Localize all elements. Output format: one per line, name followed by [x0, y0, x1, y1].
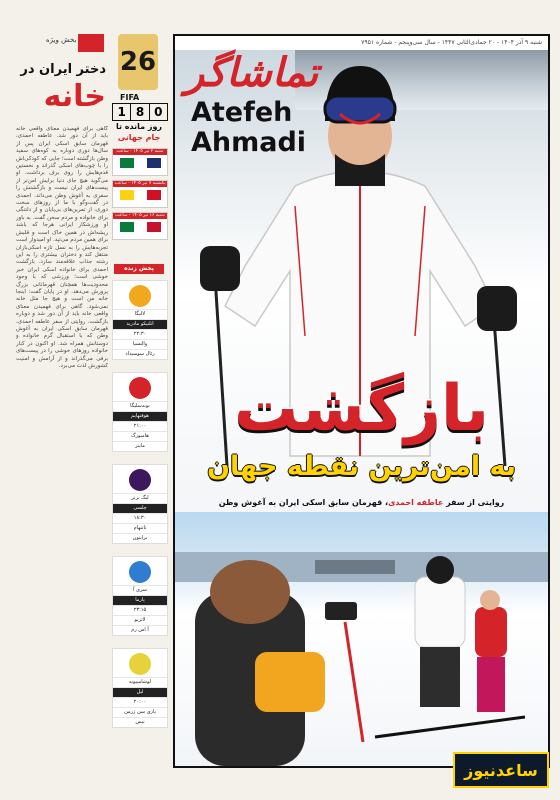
league-row: ۲۱:۰۰	[113, 421, 167, 431]
league-box	[112, 464, 168, 544]
saednews-logo	[453, 752, 549, 788]
league-box	[112, 648, 168, 728]
match-header: یکشنبه ۷ تیر ۱۴۰۵ - ساعت ۰۱:۳۰	[114, 181, 166, 192]
article-body: گاهی برای فهمیدن معنای واقعی خانه باید از آن دور شد. عاطفه احمدی، قهرمان سابق اسکی ایران پس از سال‌ها دوری دوباره به کوه‌های سفید وطن بازگشته است؛ جایی که کودکی‌اش را با چوب‌های اسکی گذراند و نخستین قدم‌هایش را روی برف برداشت. او می‌گوید هیچ جای دنیا برایش امن‌تر از پیست‌های ایران نیست و بازگشتش را سفری به آغوش وطن می‌داند. احمدی در گفت‌وگو با ما از روزهای سخت دوری، از تمرین‌های بی‌پایان و از دلتنگی برای خانواده و مردم سخن گفت. به باور او ورزشکار ایرانی هرجا که باشد ریشه‌اش در همین خاک است و قلبش برای همین مردم می‌تپد. او امیدوار است تجربه‌هایش را به نسل تازه اسکی‌بازان منتقل کند و دختران بیشتری را به این رشته جذاب علاقه‌مند سازد. بازگشت احمدی برای خانواده اسکی ایران خبر خوشی است؛ ورزشی که با وجود محدودیت‌ها همچنان قهرمانانی بزرگ پرورش می‌دهد. او در پایان گفت: اینجا خانه من است و هیچ جا مثل خانه نمی‌شود. گاهی برای فهمیدن معنای واقعی خانه باید از آن دور شد و دوباره بازگشت. روایتی از سفر عاطفه احمدی، قهرمان سابق اسکی ایران به آغوش وطن که با استقبال گرم خانواده و دوستانش همراه شد. او اکنون در کنار خانواده روزهای خوشی را در پیست‌های برفی می‌گذراند و از آرامش و امنیت کشورش لذت می‌برد.	[16, 126, 108, 369]
flag-icon	[147, 190, 161, 200]
league-name: سری آ	[113, 585, 167, 595]
league-row: نیس	[113, 717, 167, 727]
league-row: ۲۲:۳۰	[113, 329, 167, 339]
league-row: برایتون	[113, 533, 167, 543]
athlete-name	[191, 98, 306, 158]
caption-post: ، قهرمان سابق اسکی ایران به آغوش وطن	[218, 498, 389, 507]
league-row: هوفنهایم	[113, 411, 167, 421]
league-row: ماینز	[113, 441, 167, 451]
section-label: بخش ویژه	[46, 36, 77, 44]
league-row: پاری سن ژرمن	[113, 707, 167, 717]
league-row: پارما	[113, 595, 167, 605]
serie-a-icon	[129, 561, 151, 583]
league-box	[112, 372, 168, 452]
league-name: لیگ برتر	[113, 493, 167, 503]
world-cup-logo-text: 26	[119, 47, 157, 77]
headline-caption	[175, 498, 548, 507]
flag-icon	[120, 190, 134, 200]
league-row: چلسی	[113, 503, 167, 513]
saednews-logo-text: ساعدنیوز	[464, 760, 538, 780]
match-header: شنبه ۲ تیر ۱۴۰۵ - ساعت ۲۲:۰۰	[113, 149, 167, 155]
event-label: جام جهانی	[117, 133, 161, 142]
days-digit: 8	[131, 104, 149, 120]
league-row: لیل	[113, 687, 167, 697]
match-card	[112, 212, 168, 240]
article-headline-big: خانه	[43, 79, 106, 114]
league-name: لوشامپیونه	[113, 677, 167, 687]
flag-icon	[147, 222, 161, 232]
athlete-first-name: Atefeh	[191, 97, 293, 128]
masthead-logo: تماشاگر	[185, 50, 319, 96]
league-name: بوندسلیگا	[113, 401, 167, 411]
league-row: ۱۸:۳۰	[113, 513, 167, 523]
league-row: آ اس رم	[113, 625, 167, 635]
league-row: ۲۳:۱۵	[113, 605, 167, 615]
left-article-column	[16, 34, 106, 764]
league-row: ۲۰:۰۰	[113, 697, 167, 707]
world-cup-logo	[118, 34, 158, 90]
athlete-last-name: Ahmadi	[191, 127, 307, 158]
league-box	[112, 556, 168, 636]
bundesliga-icon	[129, 377, 151, 399]
league-row: والنسیا	[113, 339, 167, 349]
league-row: لاتزیو	[113, 615, 167, 625]
flag-icon	[120, 158, 134, 168]
family-photo-illustration	[175, 512, 548, 766]
league-name: لالیگا	[113, 309, 167, 319]
match-card	[112, 148, 168, 176]
match-header: شنبه ۱۶ تیر ۱۴۰۵ - ساعت ۰۳:۳۰	[113, 213, 167, 219]
league-box	[112, 280, 168, 360]
main-headline: بازگشت	[234, 372, 489, 446]
days-label: روز مانده تا	[115, 122, 163, 131]
family-photo	[175, 512, 548, 766]
caption-pre: روایتی از سفر	[443, 498, 505, 507]
premier-league-icon	[129, 469, 151, 491]
cover-photo-area	[173, 34, 550, 768]
article-headline-small: دختر ایران در	[20, 62, 106, 77]
match-card	[112, 180, 168, 208]
sub-headline: به امن‌ترین نقطه جهان	[206, 451, 517, 482]
days-digit: 0	[154, 105, 163, 119]
league-row: اتلتیکو مادرید	[113, 319, 167, 329]
flag-icon	[147, 158, 161, 168]
world-cup-column	[110, 34, 168, 774]
days-counter	[112, 103, 168, 121]
league-row: تاتنهام	[113, 523, 167, 533]
caption-name: عاطفه احمدی	[388, 498, 444, 507]
laliga-icon	[129, 285, 151, 307]
ligue1-icon	[129, 653, 151, 675]
league-row: رئال سوسیداد	[113, 349, 167, 359]
days-digit: 1	[113, 104, 131, 120]
league-row: هامبورگ	[113, 431, 167, 441]
fifa-label: FIFA	[120, 93, 140, 102]
date-strip: شنبه ۹ آذر ۱۴۰۴ - ۲۰ جمادی‌الثانی ۱۴۴۷ - سال سی‌وپنجم - شماره ۷۹۵۱	[175, 36, 548, 50]
section-logo	[78, 34, 104, 52]
live-broadcast-tag: پخش زنده	[114, 264, 164, 274]
flag-icon	[120, 222, 134, 232]
